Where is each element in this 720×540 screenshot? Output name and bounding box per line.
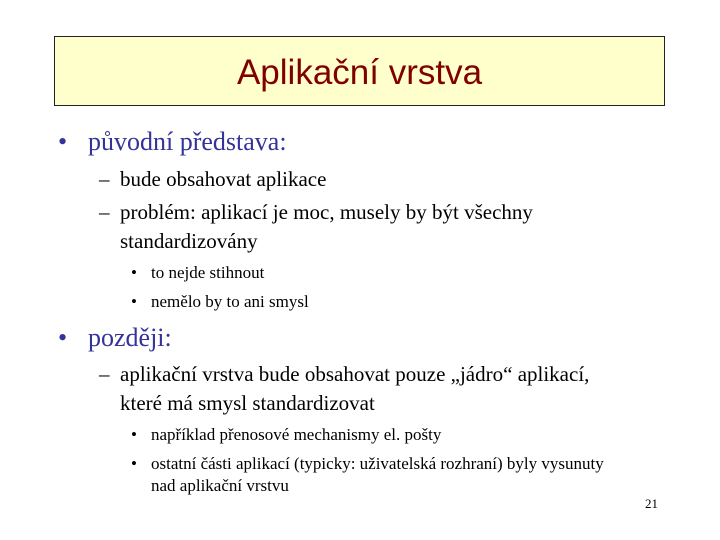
dash-icon: – <box>99 167 110 191</box>
slide-title: Aplikační vrstva <box>236 52 483 92</box>
dash-icon: – <box>99 200 110 224</box>
section-heading-original-idea: původní představa: <box>88 127 287 156</box>
list-item: bude obsahovat aplikace <box>120 167 327 191</box>
list-item: aplikační vrstva bude obsahovat pouze „jádro“ aplikací, <box>120 362 590 386</box>
section-heading-later: později: <box>88 323 172 352</box>
list-item-continuation: standardizovány <box>120 229 258 253</box>
bullet-icon: • <box>58 323 68 352</box>
bullet-icon: • <box>131 263 137 282</box>
bullet-icon: • <box>131 425 137 444</box>
list-item: problém: aplikací je moc, musely by být všechny <box>120 200 533 224</box>
title-box <box>54 36 665 106</box>
list-subitem: ostatní části aplikací (typicky: uživatelská rozhraní) byly vysunuty nad aplikační vrstvu <box>151 454 604 495</box>
list-subitem: to nejde stihnout <box>151 263 265 282</box>
page-number: 21 <box>645 496 658 511</box>
dash-icon: – <box>99 362 110 386</box>
bullet-icon: • <box>58 127 68 156</box>
bullet-icon: • <box>131 292 137 311</box>
bullet-icon: • <box>131 454 137 473</box>
list-subitem: nemělo by to ani smysl <box>151 292 309 311</box>
list-item-continuation: které má smysl standardizovat <box>120 391 375 415</box>
list-subitem: například přenosové mechanismy el. pošty <box>151 425 442 444</box>
